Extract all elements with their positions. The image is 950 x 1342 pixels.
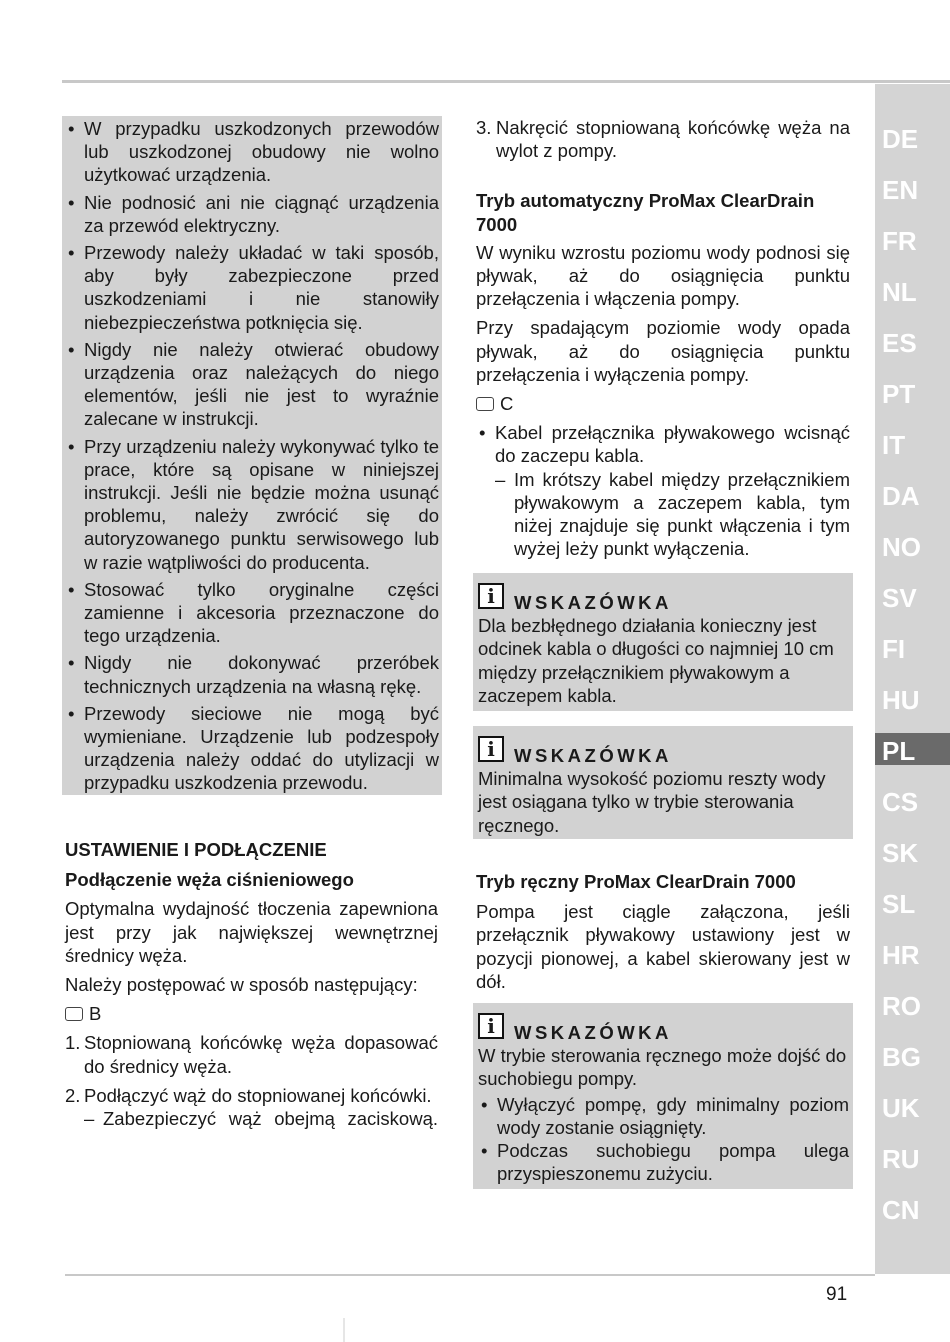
lang-tab-ro[interactable]: RO: [882, 991, 921, 1021]
safety-item: • Przewody sieciowe nie mogą być wymieniane. Urządzenie lub podzespoły urządzenia należy oddać do utylizacji w przypadku uszkodzenia przewodu.: [65, 702, 439, 795]
lang-tab-es[interactable]: ES: [882, 328, 917, 358]
safety-item: • Nie podnosić ani nie ciągnąć urządzenia za przewód elektryczny.: [65, 191, 439, 237]
step-2-text: Podłączyć wąż do stopniowanej końcówki.: [84, 1084, 432, 1106]
lang-tab-cs[interactable]: CS: [882, 787, 919, 817]
auto-mode-paragraph-2: Przy spadającym poziomie wody opada pływak, aż do osiągnięcia punktu przełączenia i wyłączenia pompy.: [476, 317, 850, 385]
step-2: [65, 1084, 438, 1107]
safety-item: • W przypadku uszkodzonych przewodów lub uszkodzonej obudowy nie wolno użytkować urządzenia.: [65, 117, 439, 187]
safety-item: • Nigdy nie dokonywać przeróbek technicznych urządzenia na własną rękę.: [65, 651, 439, 697]
lang-tab-nl[interactable]: NL: [882, 277, 917, 307]
lang-tab-sk[interactable]: SK: [882, 838, 919, 868]
note-title: [478, 1007, 853, 1044]
figure-ref-b: [65, 1002, 438, 1025]
step-1-text: Stopniowaną końcówkę węża dopasować do średnicy węża.: [84, 1032, 438, 1077]
note-box-2: [473, 726, 853, 839]
lang-tab-it[interactable]: IT: [882, 430, 906, 460]
info-icon: i: [478, 1013, 504, 1039]
lang-tab-en[interactable]: EN: [882, 175, 919, 205]
setup-paragraph-1: Optymalna wydajność tłoczenia zapewniona jest przy jak największej wewnętrznej średnicy węża.: [65, 898, 438, 966]
auto-mode-subitem: – Im krótszy kabel między przełącznikiem pływakowym a zaczepem kabla, tym niżej znajduje się punkt włączenia i tym wyżej leży punkt wyłączenia.: [476, 468, 850, 561]
auto-mode-list: [476, 421, 850, 467]
safety-item: • Stosować tylko oryginalne części zamienne i akcesoria przeznaczone do tego urządzenia.: [65, 578, 439, 648]
step-1-number: 1.: [65, 1032, 81, 1054]
info-icon: i: [478, 736, 504, 762]
manual-mode-section: [476, 870, 850, 999]
lang-tab-da[interactable]: DA: [882, 481, 920, 511]
lang-tab-sv[interactable]: SV: [882, 583, 917, 613]
safety-box: [62, 116, 442, 795]
manual-mode-paragraph: Pompa jest ciągle załączona, jeśli przełącznik pływakowy ustawiony jest w pozycji pionowej, a kabel skierowany jest w dół.: [476, 901, 850, 992]
setup-heading: USTAWIENIE I PODŁĄCZENIE: [65, 839, 327, 860]
auto-mode-heading: Tryb automatyczny ProMax ClearDrain 7000: [476, 190, 815, 235]
note-2-text: Minimalna wysokość poziomu reszty wody jest osiągana tylko w trybie sterowania ręcznego.: [478, 768, 826, 836]
lang-tab-sl[interactable]: SL: [882, 889, 916, 919]
note-3-bullet: • Wyłączyć pompę, gdy minimalny poziom wody zostanie osiągnięty.: [478, 1093, 849, 1139]
step-3: [476, 116, 850, 162]
lang-tab-de[interactable]: DE: [882, 124, 919, 154]
lang-tab-bg[interactable]: BG: [882, 1042, 921, 1072]
note-label: WSKAZÓWKA: [514, 745, 672, 766]
note-box-3: [473, 1003, 853, 1189]
note-title: [478, 730, 853, 767]
note-title: [478, 577, 853, 614]
lang-tab-fi[interactable]: FI: [882, 634, 906, 664]
note-box-1: [473, 573, 853, 711]
step-3-text: Nakręcić stopniowaną końcówkę węża na wylot z pompy.: [496, 117, 850, 162]
note-3-list: [478, 1093, 853, 1186]
figure-ref-c: [476, 392, 850, 415]
safety-list: [62, 116, 442, 795]
note-3-text: W trybie sterowania ręcznego może dojść do suchobiegu pompy.: [478, 1045, 847, 1090]
lang-tab-pt[interactable]: PT: [882, 379, 916, 409]
lang-tab-cn[interactable]: CN: [882, 1195, 920, 1225]
setup-section: [65, 838, 438, 1130]
crop-mark: [343, 1318, 345, 1342]
lang-tab-uk[interactable]: UK: [882, 1093, 920, 1123]
step-2-number: 2.: [65, 1084, 81, 1106]
note-1-text: Dla bezbłędnego działania konieczny jest odcinek kabla o długości co najmniej 10 cm między przełącznikiem pływakowym a zaczepem kabla.: [478, 615, 834, 706]
setup-subheading: Podłączenie węża ciśnieniowego: [65, 869, 354, 891]
setup-paragraph-2: Należy postępować w sposób następujący:: [65, 974, 418, 996]
lang-tab-fr[interactable]: FR: [882, 226, 917, 256]
lang-tab-ru[interactable]: RU: [882, 1144, 920, 1174]
lang-tab-no[interactable]: NO: [882, 532, 921, 562]
bottom-rule: [65, 1274, 875, 1276]
figure-icon: [476, 397, 494, 411]
note-label: WSKAZÓWKA: [514, 592, 672, 613]
lang-tab-hu[interactable]: HU: [882, 685, 920, 715]
info-icon: i: [478, 583, 504, 609]
auto-mode-paragraph-1: W wyniku wzrostu poziomu wody podnosi się pływak, aż do osiągnięcia punktu przełączenia i włączenia pompy.: [476, 241, 850, 310]
figure-ref-label: C: [500, 393, 514, 415]
auto-mode-bullet: • Kabel przełącznika pływakowego wcisnąć do zaczepu kabla.: [476, 421, 850, 467]
figure-ref-label: B: [89, 1003, 102, 1025]
step-3-number: 3.: [476, 117, 492, 138]
lang-tab-pl[interactable]: PL: [882, 736, 916, 766]
step-2-substep: – Zabezpieczyć wąż obejmą zaciskową.: [65, 1107, 438, 1130]
step-1: [65, 1031, 438, 1077]
lang-tab-hr[interactable]: HR: [882, 940, 920, 970]
figure-icon: [65, 1007, 83, 1021]
auto-mode-section: [476, 116, 850, 560]
note-3-bullet: • Podczas suchobiegu pompa ulega przyspieszonemu zużyciu.: [478, 1139, 849, 1185]
safety-item: • Przewody należy układać w taki sposób, aby były zabezpieczone przed uszkodzeniami i nie stanowiły niebezpieczeństwa potknięcia się.: [65, 241, 439, 334]
manual-mode-heading: Tryb ręczny ProMax ClearDrain 7000: [476, 871, 796, 892]
top-rule: [62, 80, 950, 83]
page-number: 91: [826, 1284, 848, 1305]
safety-item: • Przy urządzeniu należy wykonywać tylko te prace, które są opisane w niniejszej instrukcji. Jeśli nie będzie można usunąć problemu, należy zwrócić się do autoryzowanego punktu serwisowego lub w razie wątpliwości do producenta.: [65, 435, 439, 574]
note-label: WSKAZÓWKA: [514, 1022, 672, 1043]
safety-item: • Nigdy nie należy otwierać obudowy urządzenia oraz należących do niego elementów, jeśli nie jest to wyraźnie zalecane w instrukcji.: [65, 338, 439, 431]
